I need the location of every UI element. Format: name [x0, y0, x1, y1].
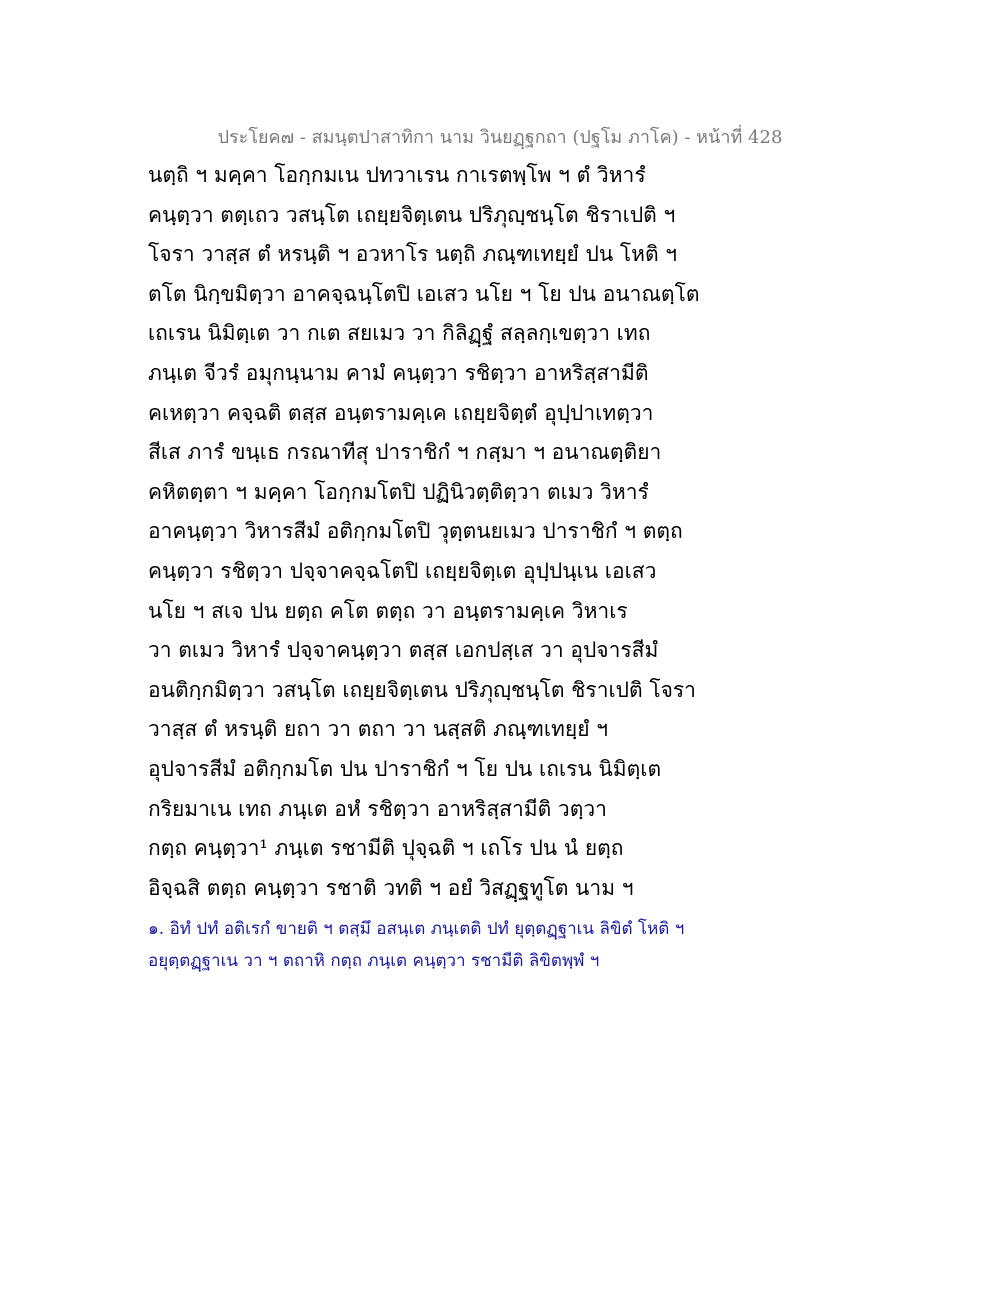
body-line: นโย ฯ สเจ ปน ยตฺถ คโต ตตฺถ วา อนฺตรามคฺเค วิหาเร [148, 598, 628, 623]
body-line: อิจฺฉสิ ตตฺถ คนฺตฺวา รชาติ วทติ ฯ อยํ วิสฏฺฐทูโต นาม ฯ [148, 875, 634, 900]
body-line: อนติกฺกมิตฺวา วสนฺโต เถยฺยจิตฺเตน ปริภุญฺชนฺโต ชิราเปติ โจรา [148, 677, 696, 702]
body-line: กตฺถ คนฺตฺวา¹ ภนฺเต รชามีติ ปุจฺฉติ ฯ เถโร ปน นํ ยตฺถ [148, 836, 624, 861]
body-line: วาสฺส ตํ หรนฺติ ยถา วา ตถา วา นสฺสติ ภณฺฑเทยฺยํ ฯ [148, 717, 608, 742]
footnotes [148, 913, 848, 977]
body-line: สีเส ภารํ ขนฺเธ กรณาทีสุ ปาราชิกํ ฯ กสฺมา ฯ อนาณตฺติยา [148, 440, 662, 465]
footnote-line: ๑. อิทํ ปทํ อติเรกํ ขายติ ฯ ตสฺมึ อสนฺเต ภนฺเตติ ปทํ ยุตฺตฏฺฐาเน ลิขิตํ โหติ ฯ [148, 919, 685, 939]
body-line: เถเรน นิมิตฺเต วา กเต สยเมว วา กิลิฏฺฐํ สลฺลกฺเขตฺวา เทถ [148, 321, 651, 346]
body-line: วา ตเมว วิหารํ ปจฺจาคนฺตฺวา ตสฺส เอกปสฺเส วา อุปจารสีมํ [148, 638, 659, 663]
running-header: ประโยค๗ - สมนฺตปาสาทิกา นาม วินยฏฺฐกถา (ปฐโม ภาโค) - หน้าที่ 428 [217, 127, 783, 148]
footnote-line: อยุตฺตฏฺฐาเน วา ฯ ตถาหิ กตฺถ ภนฺเต คนฺตฺวา รชามีติ ลิขิตพฺพํ ฯ [148, 951, 600, 971]
body-line: ภนฺเต จีวรํ อมุกนฺนาม คามํ คนฺตฺวา รชิตฺวา อาหริสฺสามีติ [148, 360, 649, 385]
body-line: คนฺตฺวา ตตฺเถว วสนฺโต เถยฺยจิตฺเตน ปริภุญฺชนฺโต ชิราเปติ ฯ [148, 202, 676, 227]
body-line: คเหตฺวา คจฺฉติ ตสฺส อนฺตรามคฺเค เถยฺยจิตฺตํ อุปฺปาเทตฺวา [148, 400, 654, 425]
body-line: อาคนฺตฺวา วิหารสีมํ อติกฺกมโตปิ วุตฺตนยเมว ปาราชิกํ ฯ ตตฺถ [148, 519, 683, 544]
body-line: อุปจารสีมํ อติกฺกมโต ปน ปาราชิกํ ฯ โย ปน เถเรน นิมิตฺเต [148, 756, 662, 781]
body-line: กริยมาเน เทถ ภนฺเต อหํ รชิตฺวา อาหริสฺสามีติ วตฺวา [148, 796, 607, 821]
body-line: นตฺถิ ฯ มคฺคา โอกฺกมเน ปทวาเรน กาเรตพฺโพ ฯ ตํ วิหารํ [148, 163, 646, 187]
body-text [148, 156, 848, 908]
body-line: โจรา วาสฺส ตํ หรนฺติ ฯ อวหาโร นตฺถิ ภณฺฑเทยฺยํ ปน โหติ ฯ [148, 242, 678, 267]
body-line: ตโต นิกฺขมิตฺวา อาคจฺฉนฺโตปิ เอเสว นโย ฯ โย ปน อนาณตฺโต [148, 281, 700, 306]
body-line: คหิตตฺตา ฯ มคฺคา โอกฺกมโตปิ ปฏินิวตฺติตฺวา ตเมว วิหารํ [148, 479, 649, 504]
body-line: คนฺตฺวา รชิตฺวา ปจฺจาคจฺฉโตปิ เถยฺยจิตฺเต อุปฺปนฺเน เอเสว [148, 558, 657, 583]
